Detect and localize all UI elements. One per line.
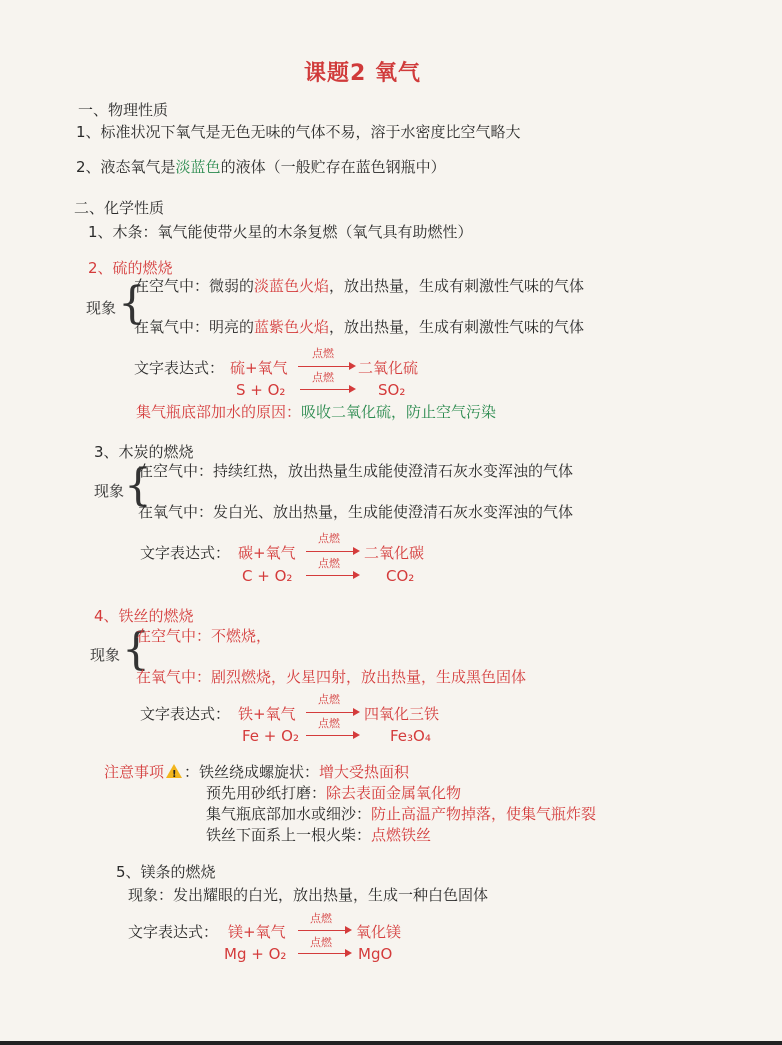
sulfur-o2-c: ，放出热量，生成有刺激性气味的气体: [329, 318, 585, 336]
sulfur-air-line: [134, 276, 584, 296]
carbon-o2-line: 在氧气中：发白光、放出热量，生成能使澄清石灰水变浑浊的气体: [138, 503, 574, 521]
carbon-air-line: 在空气中：持续红热，放出热量生成能使澄清石灰水变浑浊的气体: [138, 462, 574, 480]
iron-note-4-a: 铁丝下面系上一根火柴：: [206, 826, 372, 844]
iron-note-3: [206, 804, 596, 824]
sulfur-word-right: 二氧化硫: [358, 359, 419, 377]
iron-note-4: [206, 825, 431, 845]
physical-line-2-highlight: 淡蓝色: [175, 158, 221, 176]
sulfur-sym-left: S + O₂: [236, 381, 286, 399]
mg-arrow-2: [298, 953, 350, 954]
carbon-sym-left: C + O₂: [242, 567, 293, 585]
iron-phenomenon-label: 现象: [90, 646, 121, 664]
sulfur-air-a: 在空气中：微弱的: [134, 277, 255, 295]
sulfur-cond-1: 点燃: [312, 347, 334, 360]
physical-line-2-a: 2、液态氧气是: [76, 158, 176, 176]
iron-o2-line: 在氧气中：剧烈燃烧，火星四射，放出热量，生成黑色固体: [136, 668, 527, 686]
carbon-heading: 3、木炭的燃烧: [94, 443, 194, 461]
iron-sym-left: Fe + O₂: [242, 727, 299, 745]
iron-note-2-a: 预先用砂纸打磨：: [206, 784, 327, 802]
iron-note-3-b: 防止高温产物掉落，使集气瓶炸裂: [371, 805, 597, 823]
mg-sym-left: Mg + O₂: [224, 945, 287, 963]
iron-note-2-b: 除去表面金属氧化物: [326, 784, 462, 802]
iron-sym-right: Fe₃O₄: [390, 727, 431, 745]
sulfur-note-b: 吸收二氧化硫，防止空气污染: [301, 403, 497, 421]
page-title: 课题2 氧气: [304, 61, 421, 86]
physical-line-1: 1、标准状况下氧气是无色无味的气体不易，溶于水密度比空气略大: [76, 123, 521, 141]
sulfur-o2-line: [134, 317, 584, 337]
carbon-word-right: 二氧化碳: [364, 544, 425, 562]
iron-brace: {: [122, 624, 150, 675]
sulfur-o2-a: 在氧气中：明亮的: [134, 318, 255, 336]
iron-arrow-2: [306, 735, 358, 736]
iron-note-1-a: ：铁丝绕成螺旋状：: [184, 763, 320, 781]
iron-note-2: [206, 783, 461, 803]
mg-word-left: 镁+氧气: [228, 923, 286, 941]
carbon-cond-2: 点燃: [318, 557, 340, 570]
section-physical-heading: 一、物理性质: [78, 101, 169, 119]
mg-cond-1: 点燃: [310, 912, 332, 925]
carbon-cond-1: 点燃: [318, 532, 340, 545]
carbon-brace: {: [124, 460, 152, 511]
iron-notes-label: 注意事项: [104, 763, 165, 781]
sulfur-brace: {: [118, 278, 146, 329]
sulfur-air-flame: 淡蓝色火焰: [254, 277, 330, 295]
bottom-edge: [0, 1041, 782, 1045]
sulfur-expr-label: 文字表达式：: [134, 359, 225, 377]
sulfur-sym-right: SO₂: [378, 381, 406, 399]
section-chemical-heading: 二、化学性质: [74, 199, 165, 217]
iron-expr-label: 文字表达式：: [140, 705, 231, 723]
mg-arrow-1: [298, 930, 350, 931]
carbon-expr-label: 文字表达式：: [140, 544, 231, 562]
iron-word-right: 四氧化三铁: [364, 705, 440, 723]
iron-air-line: 在空气中：不燃烧，: [136, 627, 272, 645]
mg-expr-label: 文字表达式：: [128, 923, 219, 941]
iron-note-1-b: 增大受热面积: [319, 763, 410, 781]
iron-cond-1: 点燃: [318, 693, 340, 706]
physical-line-2-c: 的液体（一般贮存在蓝色钢瓶中）: [220, 158, 446, 176]
carbon-sym-right: CO₂: [386, 567, 415, 585]
sulfur-air-c: ，放出热量，生成有刺激性气味的气体: [329, 277, 585, 295]
sulfur-note-a: 集气瓶底部加水的原因：: [136, 403, 302, 421]
iron-note-1: [104, 762, 409, 782]
physical-line-2: [76, 157, 446, 177]
iron-note-4-b: 点燃铁丝: [371, 826, 432, 844]
iron-heading: 4、铁丝的燃烧: [94, 607, 194, 625]
chemical-item-1: 1、木条：氧气能使带火星的木条复燃（氧气具有助燃性）: [88, 223, 473, 241]
sulfur-heading: 2、硫的燃烧: [88, 259, 173, 277]
sulfur-o2-flame: 蓝紫色火焰: [254, 318, 330, 336]
iron-cond-2: 点燃: [318, 717, 340, 730]
sulfur-arrow-1: [298, 366, 354, 367]
sulfur-word-left: 硫+氧气: [230, 359, 288, 377]
sulfur-note: [136, 402, 496, 422]
sulfur-arrow-2: [300, 389, 354, 390]
sulfur-phenomenon-label: 现象: [86, 299, 117, 317]
mg-heading: 5、镁条的燃烧: [116, 863, 216, 881]
mg-cond-2: 点燃: [310, 936, 332, 949]
warning-icon: [166, 764, 182, 778]
carbon-word-left: 碳+氧气: [238, 544, 296, 562]
sulfur-cond-2: 点燃: [312, 371, 334, 384]
mg-phenomenon: 现象：发出耀眼的白光，放出热量，生成一种白色固体: [128, 886, 489, 904]
carbon-phenomenon-label: 现象: [94, 482, 125, 500]
iron-arrow-1: [306, 712, 358, 713]
iron-note-3-a: 集气瓶底部加水或细沙：: [206, 805, 372, 823]
mg-sym-right: MgO: [358, 945, 393, 963]
carbon-arrow-2: [306, 575, 358, 576]
carbon-arrow-1: [306, 551, 358, 552]
mg-word-right: 氧化镁: [356, 923, 402, 941]
iron-word-left: 铁+氧气: [238, 705, 296, 723]
